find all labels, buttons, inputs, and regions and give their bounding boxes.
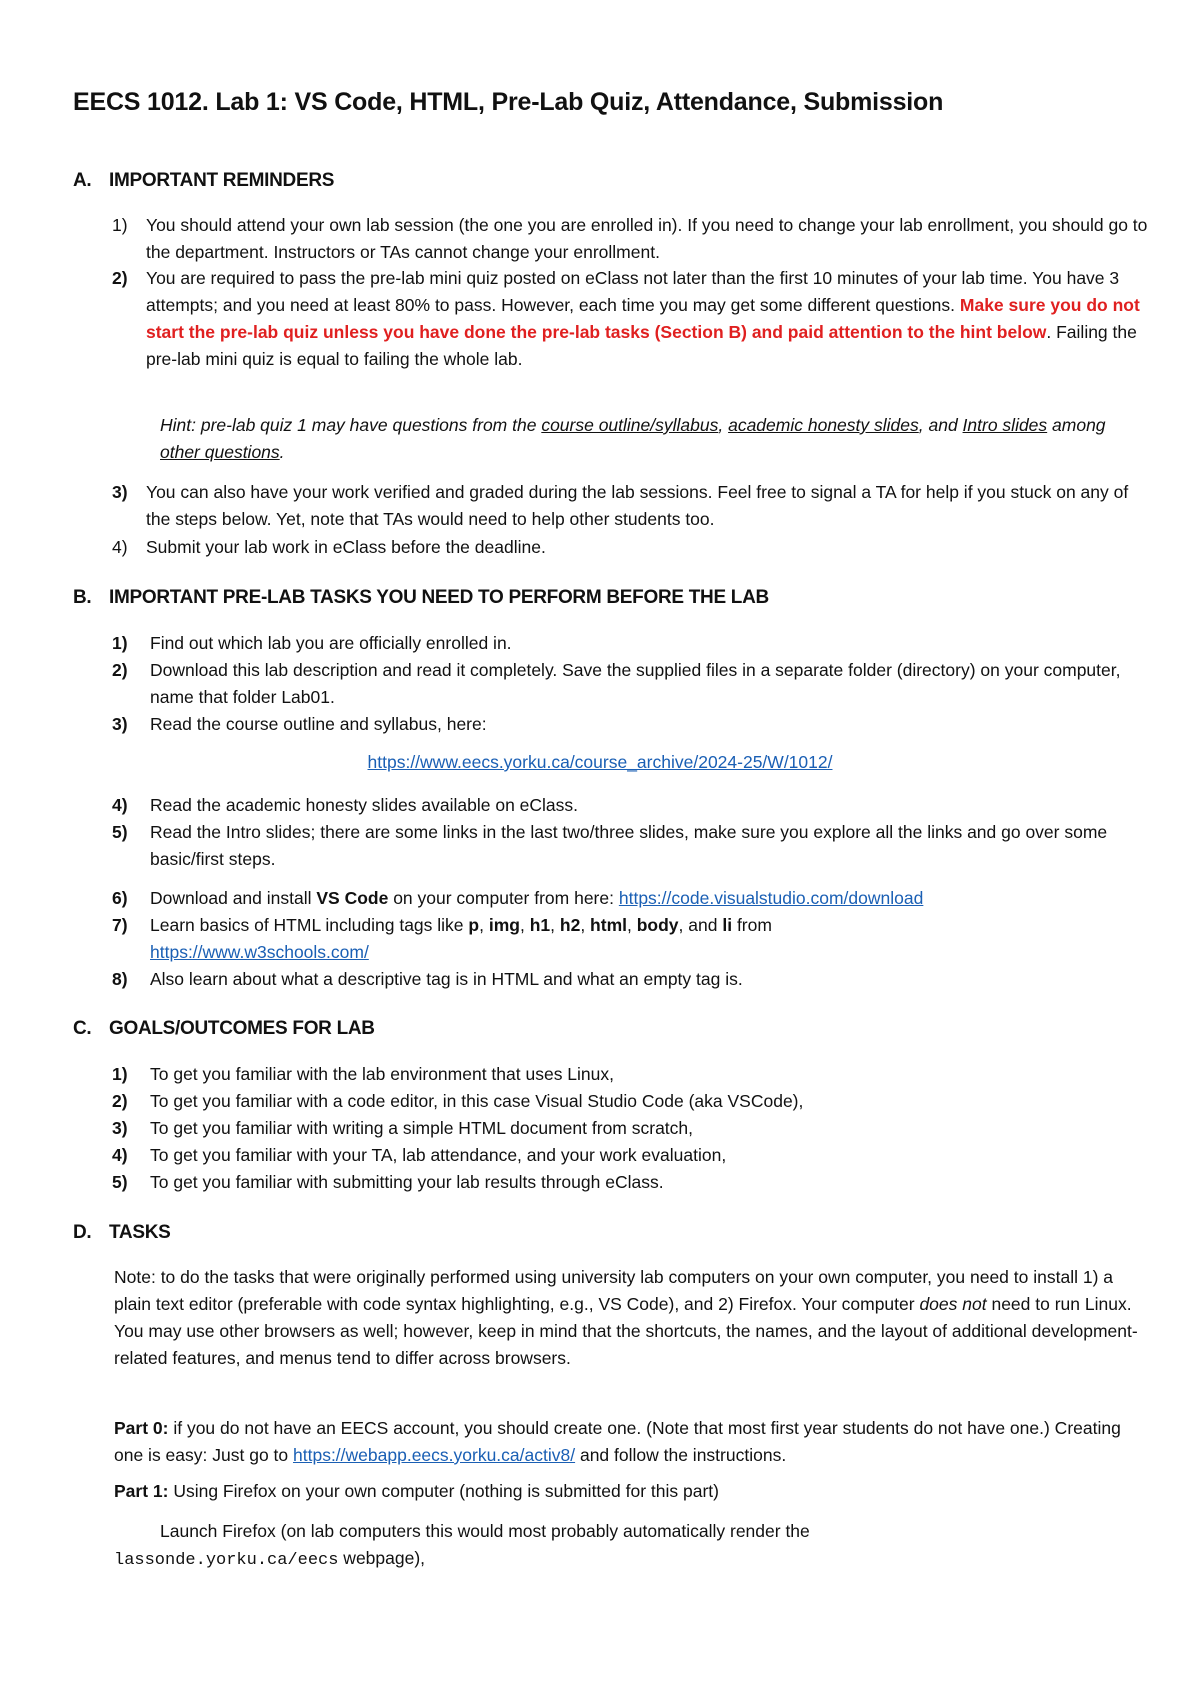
part-1: Part 1: Using Firefox on your own computer (nothing is submitted for this part) <box>114 1481 719 1501</box>
quiz-warning: Make sure you do not start the pre-lab quiz unless you have done the pre-lab tasks (Section B) and paid attention to the hint below <box>146 295 1140 342</box>
activ8-link[interactable]: https://webapp.eecs.yorku.ca/activ8/ <box>293 1445 576 1465</box>
intro-slides-link[interactable]: Intro slides <box>962 415 1048 435</box>
tasks-note: Note: to do the tasks that were originally performed using university lab computers on your own computer, you need to install 1) a plain text editor (preferable with code syntax highlighting, e.g., VS Code), and 2) Firefox. Your computer does not need to run Linux. You may use other browsers as well; however, keep in mind that the shortcuts, the names, and the layout of additional development-related features, and menus tend to differ across browsers. <box>114 1267 1138 1368</box>
list-item: 4) To get you familiar with your TA, lab attendance, and your work evaluation, <box>112 1145 727 1165</box>
list-item: 6) Download and install VS Code on your computer from here: https://code.visualstudio.com/download <box>112 888 924 908</box>
academic-honesty-link[interactable]: academic honesty slides <box>728 415 919 435</box>
section-d-heading: D. TASKS <box>73 1222 171 1243</box>
part-0: Part 0: if you do not have an EECS account, you should create one. (Note that most first year students do not have one.) Creating one is easy: Just go to https://webapp.eecs.yorku.ca/activ8/ and follow the instructions. <box>114 1418 1121 1465</box>
list-item: 5) To get you familiar with submitting your lab results through eClass. <box>112 1172 664 1192</box>
list-item: 4) Read the academic honesty slides available on eClass. <box>112 795 579 815</box>
list-item: 1) You should attend your own lab session (the one you are enrolled in). If you need to change your lab enrollment, you should go to the department. Instructors or TAs cannot change your enrollment. <box>112 215 1148 262</box>
course-archive-link[interactable]: https://www.eecs.yorku.ca/course_archive/2024-25/W/1012/ <box>367 752 833 772</box>
list-item: 2) Download this lab description and read it completely. Save the supplied files in a separate folder (directory) on your computer, name that folder Lab01. <box>112 660 1121 707</box>
list-item: 1) To get you familiar with the lab environment that uses Linux, <box>112 1064 614 1084</box>
list-item: 1) Find out which lab you are officially enrolled in. <box>112 633 512 653</box>
page-title: EECS 1012. Lab 1: VS Code, HTML, Pre-Lab Quiz, Attendance, Submission <box>73 88 944 116</box>
launch-firefox: Launch Firefox (on lab computers this would most probably automatically render the lassonde.yorku.ca/eecs webpage), <box>114 1521 810 1570</box>
section-c-heading: C. GOALS/OUTCOMES FOR LAB <box>73 1018 375 1039</box>
hint-note: Hint: pre-lab quiz 1 may have questions from the course outline/syllabus, academic honesty slides, and Intro slides among other questions. <box>160 415 1106 462</box>
w3schools-link[interactable]: https://www.w3schools.com/ <box>150 942 369 962</box>
list-item: 8) Also learn about what a descriptive tag is in HTML and what an empty tag is. <box>112 969 743 989</box>
list-item: 3) To get you familiar with writing a simple HTML document from scratch, <box>112 1118 694 1138</box>
other-questions-link[interactable]: other questions <box>160 442 280 462</box>
course-outline-link[interactable]: course outline/syllabus <box>541 415 719 435</box>
list-item: 4) Submit your lab work in eClass before the deadline. <box>112 537 546 557</box>
section-b-heading: B. IMPORTANT PRE-LAB TASKS YOU NEED TO PERFORM BEFORE THE LAB <box>73 587 769 608</box>
list-item: 3) You can also have your work verified and graded during the lab sessions. Feel free to signal a TA for help if you stuck on any of the steps below. Yet, note that TAs would need to help other students too. <box>112 482 1129 529</box>
list-item: 2) You are required to pass the pre-lab mini quiz posted on eClass not later than the first 10 minutes of your lab time. You have 3 attempts; and you need at least 80% to pass. However, each time you may get some different questions. Make sure you do not start the pre-lab quiz unless you have done the pre-lab tasks (Section B) and paid attention to the hint below. Failing the pre-lab mini quiz is equal to failing the whole lab. <box>112 268 1140 369</box>
list-item: 7) Learn basics of HTML including tags like p, img, h1, h2, html, body, and li from https://www.w3schools.com/ <box>112 915 772 962</box>
outline-link-row <box>0 752 1200 773</box>
vscode-download-link[interactable]: https://code.visualstudio.com/download <box>618 888 924 908</box>
list-item: 5) Read the Intro slides; there are some links in the last two/three slides, make sure you explore all the links and go over some basic/first steps. <box>112 822 1108 869</box>
list-item: 2) To get you familiar with a code editor, in this case Visual Studio Code (aka VSCode), <box>112 1091 804 1111</box>
section-a-heading: A. IMPORTANT REMINDERS <box>73 170 335 191</box>
list-item: 3) Read the course outline and syllabus, here: <box>112 714 487 734</box>
